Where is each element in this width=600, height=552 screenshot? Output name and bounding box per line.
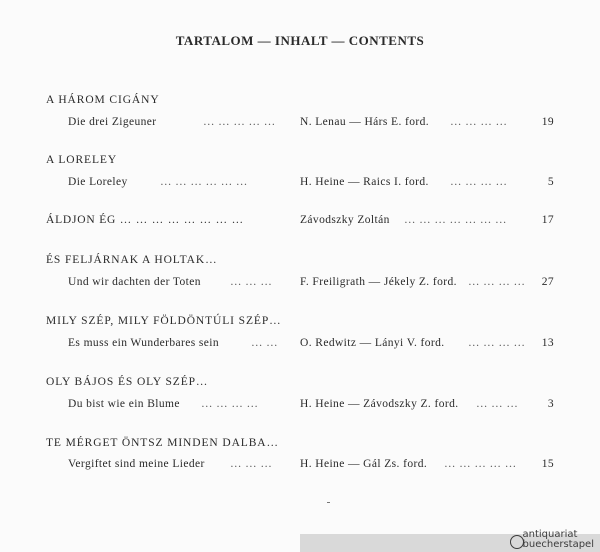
author-credit: O. Redwitz — Lányi V. ford. [300,337,445,349]
toc-entry [46,214,554,230]
leader-dots: … … … … … [203,116,276,128]
author-credit: H. Heine — Gál Zs. ford. [300,458,428,470]
german-title: Vergiftet sind meine Lieder [68,458,205,470]
watermark-line-1: antiquariat [522,529,578,540]
leader-dots: … … [251,337,279,349]
section-heading: TE MÉRGET ÖNTSZ MINDEN DALBA… [46,437,279,449]
page-number: 5 [547,176,554,188]
toc-entry [68,276,554,292]
section-heading: A HÁROM CIGÁNY [46,94,160,106]
leader-dots: … … … … … … … [404,214,507,226]
watermark-text [523,530,594,550]
leader-dots: … … … [230,276,273,288]
author-credit: H. Heine — Raics I. ford. [300,176,429,188]
leader-dots: … … … … … [444,458,517,470]
watermark-band [300,529,600,552]
leader-dots: … … … … [468,276,526,288]
toc-entry [68,337,554,353]
author-credit: H. Heine — Závodszky Z. ford. [300,398,459,410]
watermark-line-2: buecherstapel [522,539,594,550]
author-credit: N. Lenau — Hárs E. ford. [300,116,430,128]
german-title: Die drei Zigeuner [68,116,157,128]
page-number: 13 [541,337,554,349]
german-title: Es muss ein Wunderbares sein [68,337,220,349]
section-heading: ÉS FELJÁRNAK A HOLTAK… [46,254,218,266]
author-credit: Závodszky Zoltán [300,214,390,226]
leader-dots: … … … … [450,116,508,128]
german-title: Die Loreley [68,176,128,188]
page-number: 3 [547,398,554,410]
leader-dots: … … … … [450,176,508,188]
page-number: 15 [541,458,554,470]
toc-entry [68,116,554,132]
toc-entry [68,458,554,474]
author-credit: F. Freiligrath — Jékely Z. ford. [300,276,457,288]
section-heading: MILY SZÉP, MILY FÖLDÖNTÚLI SZÉP… [46,315,282,327]
leader-dots: … … … … [468,337,526,349]
page-mark [327,502,330,503]
toc-entry [68,398,554,414]
toc-entry [68,176,554,192]
leader-dots: … … … … [201,398,259,410]
german-title: Und wir dachten der Toten [68,276,201,288]
leader-dots: … … … [476,398,519,410]
section-heading: OLY BÁJOS ÉS OLY SZÉP… [46,376,209,388]
page-number: 19 [541,116,554,128]
german-title: Du bist wie ein Blume [68,398,180,410]
section-heading: ÁLDJON ÉG … … … … … … … … [46,214,244,226]
leader-dots: … … … … … … [160,176,248,188]
section-heading: A LORELEY [46,154,118,166]
leader-dots: … … … [230,458,273,470]
page-number: 17 [541,214,554,226]
page-number: 27 [541,276,554,288]
page-title: TARTALOM — INHALT — CONTENTS [175,33,425,48]
